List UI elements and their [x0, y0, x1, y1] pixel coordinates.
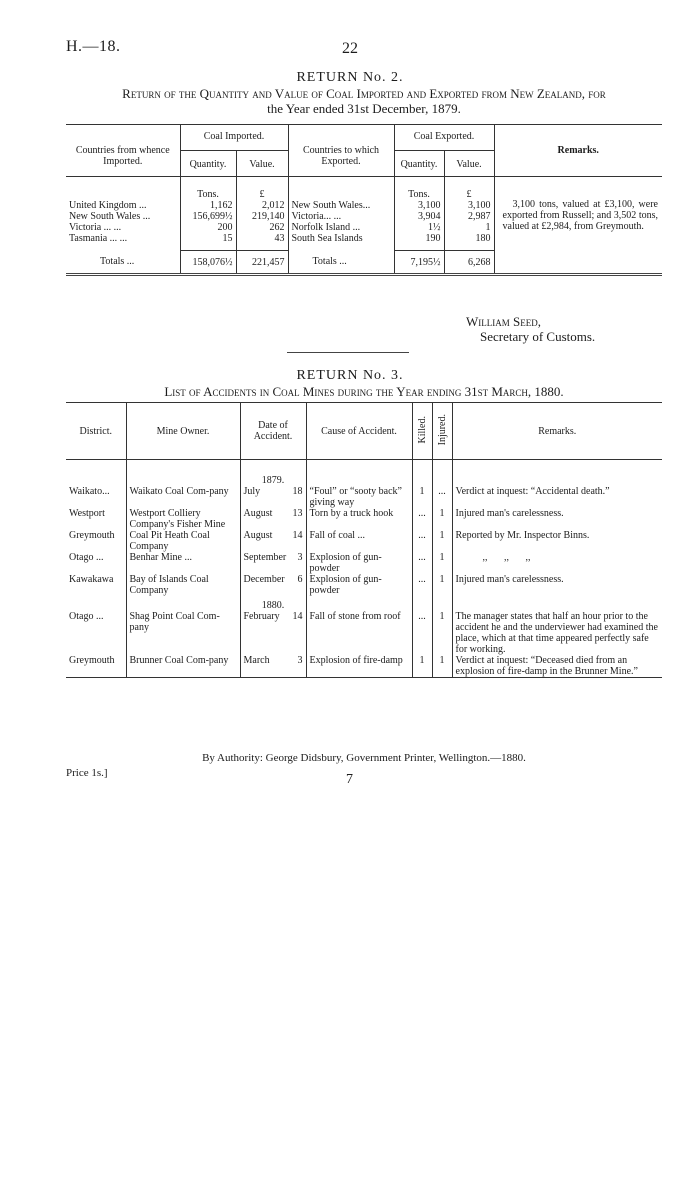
- import-export-remarks: 3,100 tons, valued at £3,100, were exported from Russell; and 3,502 tons, valued at £2,984, from Greymouth.: [494, 177, 662, 251]
- accident-remarks: The manager states that half an hour prior to the accident he and the underviewer had examined the place, which at that time appeared perfectly safe for working.: [452, 611, 662, 655]
- header-export-value: Value.: [444, 151, 494, 177]
- unit-tons: Tons.: [180, 177, 236, 201]
- export-value: 180: [444, 233, 494, 250]
- accident-month: February: [243, 611, 280, 622]
- signatory-title: Secretary of Customs.: [480, 329, 596, 344]
- section-divider: [287, 352, 409, 353]
- accident-day: 13: [292, 508, 303, 519]
- accident-day: 14: [292, 611, 303, 622]
- import-quantity: 200: [180, 222, 236, 233]
- accident-date: [240, 611, 306, 655]
- accident-day: 14: [292, 530, 303, 541]
- return-2-title-line-2: the Year ended 31st December, 1879.: [267, 101, 461, 116]
- table-row: [66, 530, 662, 552]
- export-country: Norfolk Island ...: [288, 222, 394, 233]
- year-label: 1880.: [240, 596, 306, 611]
- accident-killed: ...: [412, 574, 432, 596]
- coal-import-export-table: [66, 124, 662, 276]
- accident-district: Otago ...: [69, 611, 104, 622]
- import-country: United Kingdom ...: [69, 200, 147, 211]
- unit-pounds: £: [444, 177, 494, 201]
- accident-killed: 1: [412, 486, 432, 508]
- header-district: District.: [66, 403, 126, 460]
- header-cause-of-accident: Cause of Accident.: [306, 403, 412, 460]
- accident-injured: 1: [432, 508, 452, 530]
- return-2-title: [66, 86, 662, 116]
- import-country: New South Wales ...: [69, 211, 151, 222]
- accident-killed: ...: [412, 508, 432, 530]
- unit-tons: Tons.: [394, 177, 444, 201]
- header-killed: Killed.: [416, 415, 428, 444]
- accident-injured: 1: [432, 574, 452, 596]
- printer-authority: By Authority: George Didsbury, Government Printer, Wellington.—1880.: [202, 752, 526, 764]
- accident-killed: 1: [412, 655, 432, 678]
- accident-mine-owner: Brunner Coal Com-pany: [126, 655, 240, 678]
- price-note: Price 1s.]: [66, 767, 108, 779]
- handwritten-mark: 7: [346, 772, 353, 787]
- accident-remarks: ,, ,, ,,: [452, 552, 662, 574]
- accident-month: August: [243, 530, 273, 541]
- import-value: 219,140: [236, 211, 288, 222]
- import-totals-label: Totals ...: [66, 250, 180, 275]
- export-quantity: 3,100: [394, 200, 444, 211]
- header-date-of-accident: Date of Accident.: [240, 403, 306, 460]
- import-country: Victoria ... ...: [69, 222, 122, 233]
- header-import-value: Value.: [236, 151, 288, 177]
- import-quantity: 15: [180, 233, 236, 250]
- table-row: [66, 508, 662, 530]
- accident-cause: Fall of stone from roof: [306, 611, 412, 655]
- accident-killed: ...: [412, 611, 432, 655]
- header-coal-imported: Coal Imported.: [180, 125, 288, 151]
- accident-day: 18: [292, 486, 303, 497]
- header-countries-to: Countries to which Exported.: [288, 125, 394, 177]
- export-total-value: 6,268: [444, 250, 494, 275]
- header-countries-from: Countries from whence Imported.: [66, 125, 180, 177]
- accident-day: 6: [297, 574, 303, 585]
- export-totals-label: Totals ...: [288, 250, 394, 275]
- accident-month: March: [243, 655, 270, 666]
- accident-injured: 1: [432, 611, 452, 655]
- table-row: [66, 486, 662, 508]
- export-value: 1: [444, 222, 494, 233]
- accident-mine-owner: Bay of Islands Coal Company: [126, 574, 240, 596]
- accident-injured: 1: [432, 552, 452, 574]
- accident-injured: 1: [432, 530, 452, 552]
- return-2-title-line-1: Return of the Quantity and Value of Coal Imported and Exported from New Zealand, for: [122, 86, 606, 101]
- import-total-value: 221,457: [236, 250, 288, 275]
- accident-cause: Fall of coal ...: [306, 530, 412, 552]
- header-export-quantity: Quantity.: [394, 151, 444, 177]
- accident-injured: 1: [432, 655, 452, 678]
- import-value: 2,012: [236, 200, 288, 211]
- import-quantity: 156,699½: [180, 211, 236, 222]
- accident-day: 3: [297, 655, 303, 666]
- accident-killed: ...: [412, 530, 432, 552]
- accident-date: [240, 508, 306, 530]
- accident-date: [240, 552, 306, 574]
- accident-remarks: Reported by Mr. Inspector Binns.: [452, 530, 662, 552]
- accident-month: August: [243, 508, 273, 519]
- accident-injured: ...: [432, 486, 452, 508]
- header-import-quantity: Quantity.: [180, 151, 236, 177]
- export-quantity: 3,904: [394, 211, 444, 222]
- accident-cause: “Foul” or “sooty back” giving way: [306, 486, 412, 508]
- export-quantity: 190: [394, 233, 444, 250]
- coal-mine-accidents-table: [66, 402, 662, 678]
- accident-mine-owner: Shag Point Coal Com-pany: [126, 611, 240, 655]
- accident-remarks: Injured man's carelessness.: [452, 508, 662, 530]
- accident-date: [240, 486, 306, 508]
- import-value: 43: [236, 233, 288, 250]
- table-row: [66, 611, 662, 655]
- header-remarks: Remarks.: [494, 125, 662, 177]
- export-country: Victoria... ...: [288, 211, 394, 222]
- return-3-title: List of Accidents in Coal Mines during the Year ending 31st March, 1880.: [164, 384, 564, 399]
- accident-mine-owner: Benhar Mine ...: [126, 552, 240, 574]
- accident-date: [240, 530, 306, 552]
- accident-district: Otago ...: [69, 552, 104, 563]
- accident-day: 3: [297, 552, 303, 563]
- unit-pounds: £: [236, 177, 288, 201]
- accident-district: Kawakawa: [69, 574, 114, 585]
- signature-block: [466, 314, 595, 344]
- accident-mine-owner: Westport Colliery Company's Fisher Mine: [126, 508, 240, 530]
- table-row: [66, 574, 662, 596]
- header-coal-exported: Coal Exported.: [394, 125, 494, 151]
- header-injured: Injured.: [436, 413, 448, 446]
- table-row: [66, 655, 662, 678]
- accident-cause: Torn by a truck hook: [306, 508, 412, 530]
- accident-month: September: [243, 552, 287, 563]
- accident-month: December: [243, 574, 285, 585]
- signatory-name: William Seed,: [466, 314, 541, 329]
- accident-district: Greymouth: [69, 530, 115, 541]
- year-label: 1879.: [240, 460, 306, 487]
- export-country: South Sea Islands: [288, 233, 394, 250]
- accident-remarks: Verdict at inquest: “Deceased died from an explosion of fire-damp in the Brunner Mine.”: [452, 655, 662, 678]
- import-country: Tasmania ... ...: [69, 233, 128, 244]
- accident-district: Westport: [69, 508, 105, 519]
- accident-remarks: Verdict at inquest: “Accidental death.”: [452, 486, 662, 508]
- export-total-quantity: 7,195½: [394, 250, 444, 275]
- accident-remarks: Injured man's carelessness.: [452, 574, 662, 596]
- accident-district: Waikato...: [69, 486, 110, 497]
- accident-date: [240, 655, 306, 678]
- accident-cause: Explosion of gun-powder: [306, 574, 412, 596]
- import-value: 262: [236, 222, 288, 233]
- export-value: 2,987: [444, 211, 494, 222]
- accident-mine-owner: Waikato Coal Com-pany: [126, 486, 240, 508]
- import-quantity: 1,162: [180, 200, 236, 211]
- header-remarks: Remarks.: [452, 403, 662, 460]
- header-mine-owner: Mine Owner.: [126, 403, 240, 460]
- accident-killed: ...: [412, 552, 432, 574]
- export-value: 3,100: [444, 200, 494, 211]
- totals-row: [66, 250, 662, 275]
- accident-cause: Explosion of fire-damp: [306, 655, 412, 678]
- page-number: 22: [342, 40, 358, 57]
- accident-district: Greymouth: [66, 655, 126, 678]
- return-2-heading: RETURN No. 2.: [296, 70, 404, 85]
- accident-month: July: [243, 486, 261, 497]
- export-country: New South Wales...: [288, 200, 394, 211]
- page-reference: H.—18.: [66, 38, 121, 55]
- accident-mine-owner: Coal Pit Heath Coal Company: [126, 530, 240, 552]
- accident-cause: Explosion of gun-powder: [306, 552, 412, 574]
- accident-date: [240, 574, 306, 596]
- import-total-quantity: 158,076½: [180, 250, 236, 275]
- export-quantity: 1½: [394, 222, 444, 233]
- table-row: [66, 552, 662, 574]
- return-3-heading: RETURN No. 3.: [296, 368, 404, 383]
